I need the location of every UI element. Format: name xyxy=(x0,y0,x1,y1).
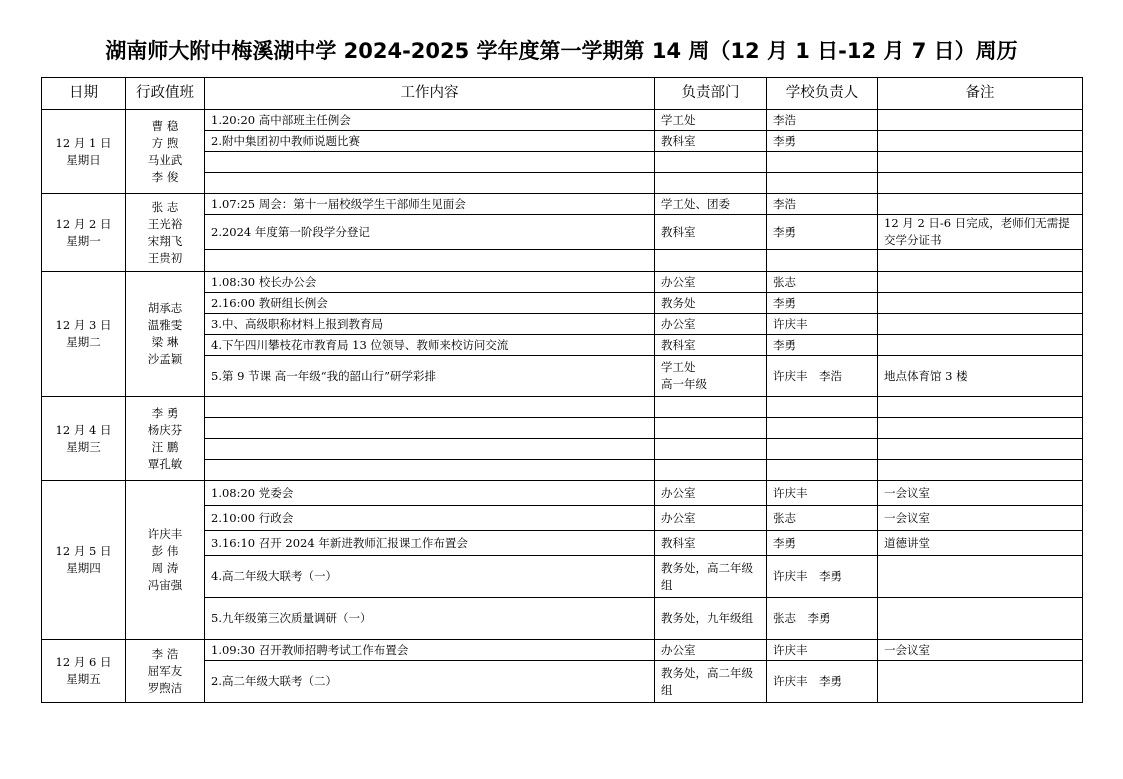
date-cell xyxy=(42,481,126,640)
note-cell: 地点体育馆 3 楼 xyxy=(878,356,1083,397)
date-cell xyxy=(42,272,126,397)
work-content-cell: 2.高二年级大联考（二） xyxy=(205,661,655,703)
header-dept: 负责部门 xyxy=(655,78,767,110)
date-cell xyxy=(42,110,126,194)
department-cell xyxy=(655,439,767,460)
work-content-cell xyxy=(205,397,655,418)
leader-cell: 李勇 xyxy=(767,531,878,556)
leader-cell xyxy=(767,397,878,418)
department-cell xyxy=(655,640,767,661)
calendar-body xyxy=(42,110,1083,703)
note-cell: 12 月 2 日-6 日完成，老师们无需提交学分证书 xyxy=(878,215,1083,250)
note-cell xyxy=(878,110,1083,131)
duty-person: 王光裕 xyxy=(147,216,183,231)
weekly-calendar-table xyxy=(41,77,1083,703)
leader-cell: 李浩 xyxy=(767,194,878,215)
duty-person: 杨庆芬 xyxy=(147,422,183,437)
work-content-cell: 4.高二年级大联考（一） xyxy=(205,556,655,598)
department-line: 教科室 xyxy=(661,337,696,352)
weekday-label: 星期二 xyxy=(66,335,101,349)
department-line: 办公室 xyxy=(661,510,696,525)
note-cell xyxy=(878,556,1083,598)
note-cell xyxy=(878,460,1083,481)
header-leader: 学校负责人 xyxy=(767,78,878,110)
leader-cell: 许庆丰 xyxy=(767,640,878,661)
department-cell xyxy=(655,335,767,356)
note-cell: 一会议室 xyxy=(878,481,1083,506)
leader-cell: 张志 李勇 xyxy=(767,598,878,640)
work-content-cell xyxy=(205,460,655,481)
department-cell xyxy=(655,397,767,418)
duty-person: 许庆丰 xyxy=(147,527,183,541)
note-cell xyxy=(878,314,1083,335)
leader-cell: 许庆丰 xyxy=(767,481,878,506)
header-row xyxy=(42,78,1083,110)
table-row xyxy=(42,272,1083,293)
department-line: 教务处，九年级组 xyxy=(661,611,753,625)
header-note: 备注 xyxy=(878,78,1083,110)
date-label: 12 月 4 日 xyxy=(55,422,112,437)
leader-cell: 许庆丰 xyxy=(767,314,878,335)
header-date: 日期 xyxy=(42,78,126,110)
duty-person: 李 俊 xyxy=(151,169,179,184)
duty-person: 宋翔飞 xyxy=(147,233,183,248)
department-cell xyxy=(655,598,767,640)
work-content-cell: 1.09:30 召开教师招聘考试工作布置会 xyxy=(205,640,655,661)
note-cell xyxy=(878,293,1083,314)
duty-person: 屈军友 xyxy=(147,663,183,678)
table-row xyxy=(42,397,1083,418)
leader-cell: 李勇 xyxy=(767,335,878,356)
department-cell xyxy=(655,506,767,531)
work-content-cell: 4.下午四川攀枝花市教育局 13 位领导、教师来校访问交流 xyxy=(205,335,655,356)
leader-cell xyxy=(767,250,878,272)
date-cell xyxy=(42,640,126,703)
department-cell xyxy=(655,556,767,598)
department-cell xyxy=(655,250,767,272)
page-title: 湖南师大附中梅溪湖中学 2024-2025 学年度第一学期第 14 周（12 月 1 日-12 月 7 日）周历 xyxy=(105,39,1018,63)
work-content-cell: 1.20:20 高中部班主任例会 xyxy=(205,110,655,131)
department-cell xyxy=(655,314,767,335)
department-line: 教科室 xyxy=(661,535,696,550)
work-content-cell: 2.附中集团初中教师说题比赛 xyxy=(205,131,655,152)
note-cell xyxy=(878,173,1083,194)
leader-cell xyxy=(767,173,878,194)
leader-cell xyxy=(767,460,878,481)
leader-cell xyxy=(767,418,878,439)
header-work: 工作内容 xyxy=(205,78,655,110)
work-content-cell: 1.08:20 党委会 xyxy=(205,481,655,506)
department-cell xyxy=(655,152,767,173)
note-cell xyxy=(878,131,1083,152)
note-cell xyxy=(878,152,1083,173)
duty-cell xyxy=(126,110,205,194)
duty-person: 曹 稳 xyxy=(151,118,179,133)
note-cell xyxy=(878,272,1083,293)
department-line: 学工处、团委 xyxy=(661,196,730,211)
weekday-label: 星期四 xyxy=(66,561,101,575)
note-cell xyxy=(878,418,1083,439)
department-cell xyxy=(655,418,767,439)
leader-cell: 张志 xyxy=(767,506,878,531)
work-content-cell: 3.16:10 召开 2024 年新进教师汇报课工作布置会 xyxy=(205,531,655,556)
leader-cell: 李勇 xyxy=(767,131,878,152)
duty-person: 沙孟颖 xyxy=(147,352,183,366)
duty-person: 王贵初 xyxy=(147,250,183,265)
duty-person: 温雅雯 xyxy=(147,318,183,332)
duty-person: 李 勇 xyxy=(151,405,179,420)
leader-cell: 李浩 xyxy=(767,110,878,131)
department-line: 办公室 xyxy=(661,274,696,289)
work-content-cell: 3.中、高级职称材料上报到教育局 xyxy=(205,314,655,335)
leader-cell: 许庆丰 李勇 xyxy=(767,556,878,598)
duty-person: 覃孔敏 xyxy=(147,456,183,471)
department-line: 教科室 xyxy=(661,133,696,148)
leader-cell: 许庆丰 李勇 xyxy=(767,661,878,703)
note-cell: 一会议室 xyxy=(878,506,1083,531)
work-content-cell: 1.08:30 校长办公会 xyxy=(205,272,655,293)
duty-person: 罗煦洁 xyxy=(147,680,183,695)
note-cell xyxy=(878,250,1083,272)
duty-person: 马业武 xyxy=(147,152,183,167)
department-cell xyxy=(655,661,767,703)
leader-cell: 许庆丰 李浩 xyxy=(767,356,878,397)
work-content-cell xyxy=(205,250,655,272)
table-row xyxy=(42,640,1083,661)
note-cell xyxy=(878,397,1083,418)
leader-cell xyxy=(767,152,878,173)
department-cell xyxy=(655,481,767,506)
work-content-cell: 5.第 9 节课 高一年级“我的韶山行”研学彩排 xyxy=(205,356,655,397)
duty-person: 彭 伟 xyxy=(151,544,179,558)
table-row xyxy=(42,110,1083,131)
leader-cell xyxy=(767,439,878,460)
duty-person: 汪 鹏 xyxy=(151,439,179,454)
duty-person: 梁 琳 xyxy=(151,335,179,349)
work-content-cell: 2.10:00 行政会 xyxy=(205,506,655,531)
department-cell xyxy=(655,460,767,481)
department-cell xyxy=(655,272,767,293)
note-cell xyxy=(878,661,1083,703)
duty-person: 方 煦 xyxy=(151,135,179,150)
leader-cell: 张志 xyxy=(767,272,878,293)
table-row xyxy=(42,481,1083,506)
weekday-label: 星期三 xyxy=(66,439,101,454)
department-cell xyxy=(655,215,767,250)
department-cell xyxy=(655,356,767,397)
note-cell: 道德讲堂 xyxy=(878,531,1083,556)
header-duty: 行政值班 xyxy=(126,78,205,110)
work-content-cell xyxy=(205,418,655,439)
table-row xyxy=(42,194,1083,215)
weekday-label: 星期一 xyxy=(66,233,101,248)
duty-cell xyxy=(126,194,205,272)
department-cell xyxy=(655,173,767,194)
work-content-cell: 1.07:25 周会：第十一届校级学生干部师生见面会 xyxy=(205,194,655,215)
department-cell xyxy=(655,293,767,314)
department-line: 教务处，高二年级组 xyxy=(661,560,753,592)
department-line: 高一年级 xyxy=(661,377,707,391)
date-label: 12 月 1 日 xyxy=(55,135,112,150)
note-cell xyxy=(878,598,1083,640)
date-cell xyxy=(42,194,126,272)
department-cell xyxy=(655,531,767,556)
department-line: 办公室 xyxy=(661,642,696,657)
date-cell xyxy=(42,397,126,481)
department-line: 学工处 xyxy=(661,112,696,127)
department-cell xyxy=(655,131,767,152)
note-cell: 一会议室 xyxy=(878,640,1083,661)
duty-person: 张 志 xyxy=(151,199,179,214)
date-label: 12 月 2 日 xyxy=(55,216,112,231)
note-cell xyxy=(878,335,1083,356)
weekday-label: 星期日 xyxy=(66,152,101,167)
note-cell xyxy=(878,194,1083,215)
work-content-cell: 2.16:00 教研组长例会 xyxy=(205,293,655,314)
duty-cell xyxy=(126,640,205,703)
duty-cell xyxy=(126,481,205,640)
work-content-cell xyxy=(205,173,655,194)
date-label: 12 月 6 日 xyxy=(55,655,112,669)
department-line: 办公室 xyxy=(661,316,696,331)
department-line: 教务处 xyxy=(661,295,696,310)
note-cell xyxy=(878,439,1083,460)
duty-person: 胡承志 xyxy=(147,301,183,315)
weekday-label: 星期五 xyxy=(66,672,101,686)
leader-cell: 李勇 xyxy=(767,293,878,314)
department-line: 学工处 xyxy=(661,360,696,374)
duty-person: 周 涛 xyxy=(151,561,179,575)
work-content-cell: 5.九年级第三次质量调研（一） xyxy=(205,598,655,640)
date-label: 12 月 3 日 xyxy=(55,318,112,332)
department-line: 教务处，高二年级组 xyxy=(661,665,753,697)
duty-person: 冯宙强 xyxy=(147,578,183,592)
department-cell xyxy=(655,110,767,131)
work-content-cell xyxy=(205,152,655,173)
duty-cell xyxy=(126,397,205,481)
department-cell xyxy=(655,194,767,215)
department-line: 办公室 xyxy=(661,485,696,500)
duty-person: 李 浩 xyxy=(151,646,179,661)
duty-cell xyxy=(126,272,205,397)
department-line: 教科室 xyxy=(661,224,696,239)
leader-cell: 李勇 xyxy=(767,215,878,250)
work-content-cell: 2.2024 年度第一阶段学分登记 xyxy=(205,215,655,250)
work-content-cell xyxy=(205,439,655,460)
date-label: 12 月 5 日 xyxy=(55,544,112,558)
